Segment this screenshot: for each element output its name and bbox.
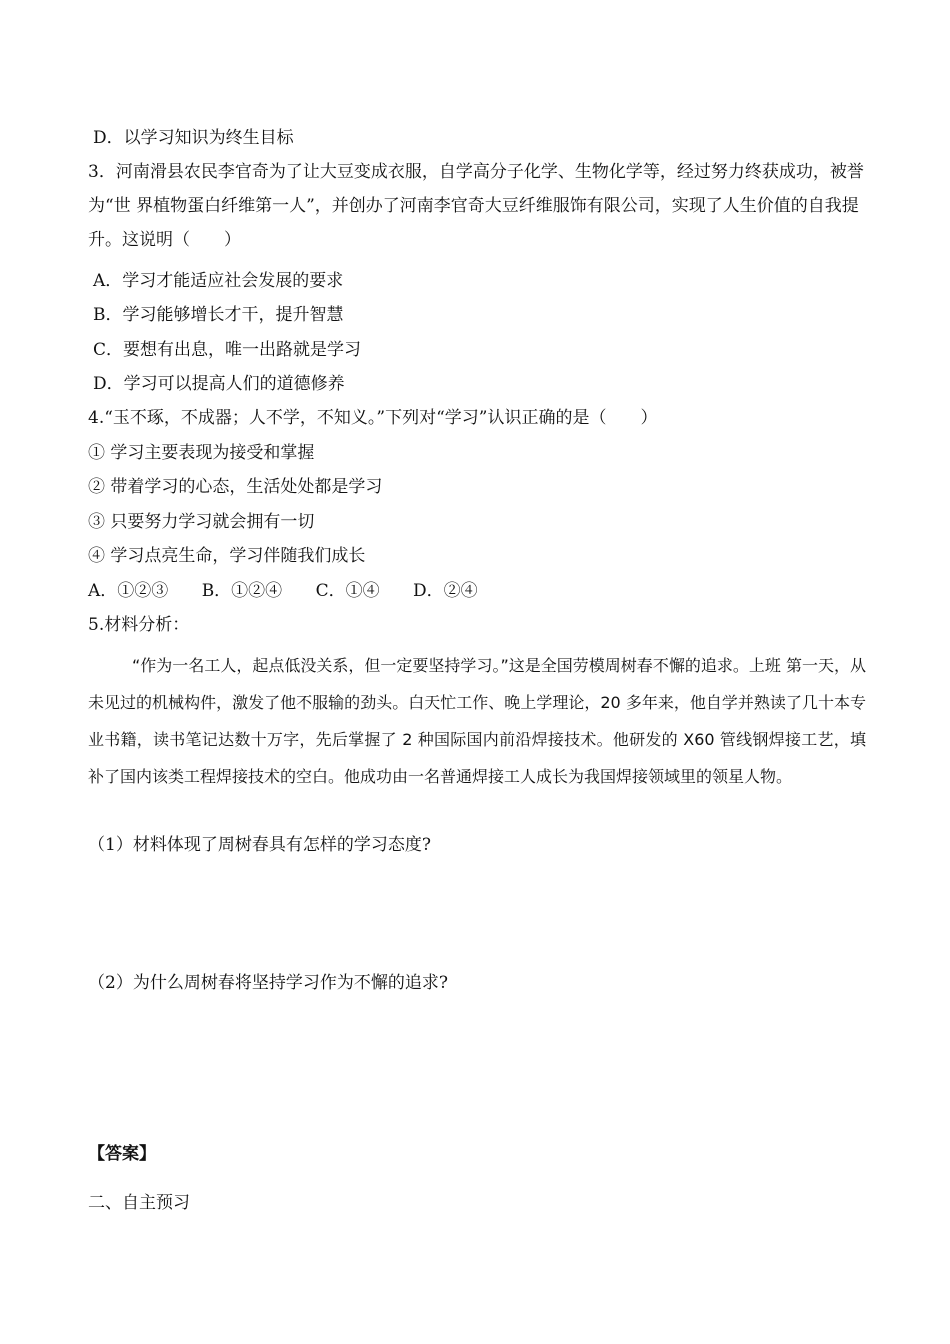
q2-option-d: D．以学习知识为终生目标 xyxy=(93,128,294,148)
answer-heading: 【答案】 xyxy=(88,1144,156,1164)
q3-option-c: C．要想有出息，唯一出路就是学习 xyxy=(93,340,362,360)
q3-option-d: D．学习可以提高人们的道德修养 xyxy=(93,374,345,394)
q4-choice-d: D．②④ xyxy=(413,581,478,601)
q4-choices xyxy=(88,580,506,602)
q4-choice-c: C．①④ xyxy=(315,581,380,601)
answer-section-title: 二、自主预习 xyxy=(88,1193,190,1213)
q5-subquestion-1: （1）材料体现了周树春具有怎样的学习态度? xyxy=(88,835,431,855)
q3-option-a: A．学习才能适应社会发展的要求 xyxy=(93,271,344,291)
question-3-stem: 3．河南滑县农民李官奇为了让大豆变成衣服，自学高分子化学、生物化学等，经过努力终获成功，被誉为“世 界植物蛋白纤维第一人”，并创办了河南李官奇大豆纤维服饰有限公司，实现了人生价值的自我提升。这说明（ ） xyxy=(88,162,864,250)
q4-item-1: ① 学习主要表现为接受和掌握 xyxy=(88,443,315,463)
q5-material-text: “作为一名工人，起点低没关系，但一定要坚持学习。”这是全国劳模周树春不懈的追求。上班 第一天，从未见过的机械构件，激发了他不服输的劲头。白天忙工作、晚上学理论，20 多年来，他自学并熟读了几十本专业书籍，读书笔记达数十万字，先后掌握了 2 种国际国内前沿焊接技术。他研发的 X60 管线钢焊接工艺，填补了国内该类工程焊接技术的空白。他成功由一名普通焊接工人成长为我国焊接领域里的领星人物。 xyxy=(88,656,866,786)
q4-item-2: ② 带着学习的心态，生活处处都是学习 xyxy=(88,477,383,497)
q4-item-3: ③ 只要努力学习就会拥有一切 xyxy=(88,512,315,532)
q5-material xyxy=(88,647,866,795)
q5-subquestion-2: （2）为什么周树春将坚持学习作为不懈的追求? xyxy=(88,973,448,993)
q4-choice-a: A．①②③ xyxy=(88,581,169,601)
q4-item-4: ④ 学习点亮生命，学习伴随我们成长 xyxy=(88,546,366,566)
q4-choice-b: B．①②④ xyxy=(201,581,283,601)
question-5-stem: 5.材料分析： xyxy=(88,615,190,635)
q3-option-b: B．学习能够增长才干，提升智慧 xyxy=(93,305,344,325)
question-4-stem: 4.“玉不琢，不成器；人不学，不知义。”下列对“学习”认识正确的是（ ） xyxy=(88,408,658,428)
